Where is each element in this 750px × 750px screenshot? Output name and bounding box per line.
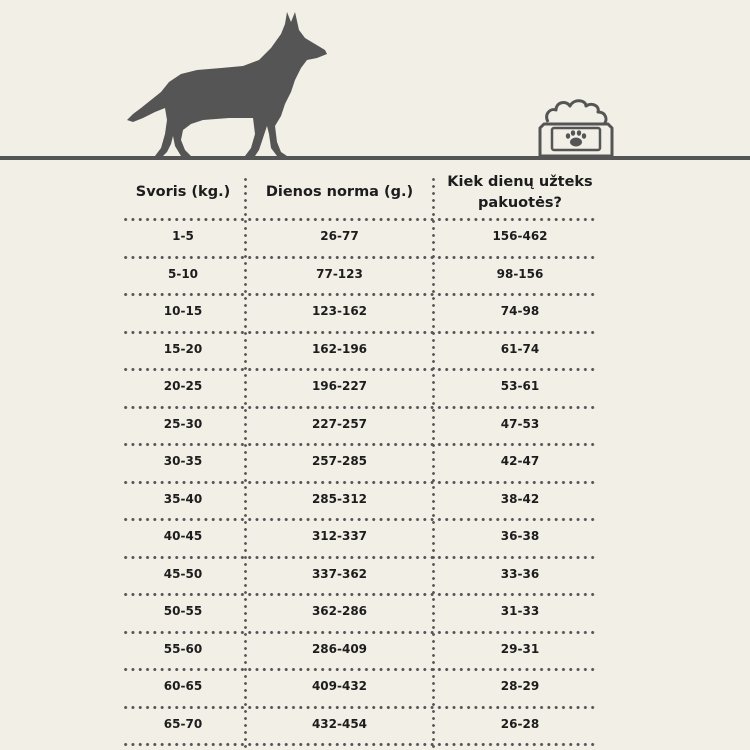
ground-line: [0, 156, 750, 160]
cell-weight: 30-35: [163, 454, 203, 468]
cell-weight: 5-10: [167, 267, 199, 281]
cell-days: 42-47: [500, 454, 540, 468]
cell-weight: 20-25: [163, 379, 203, 393]
row-divider: [122, 518, 596, 521]
cell-daily: 77-123: [316, 267, 363, 281]
cell-daily: 312-337: [311, 529, 368, 543]
cell-days: 53-61: [500, 379, 540, 393]
cell-days: 47-53: [500, 417, 540, 431]
cell-daily: 26-77: [320, 229, 359, 243]
row-divider: [122, 331, 596, 334]
row-divider: [122, 706, 596, 709]
cell-daily: 362-286: [311, 604, 368, 618]
row-divider: [122, 218, 596, 221]
cell-daily: 286-409: [311, 642, 368, 656]
cell-weight: 40-45: [163, 529, 203, 543]
cell-weight: 15-20: [163, 342, 203, 356]
cell-daily: 285-312: [311, 492, 368, 506]
cell-weight: 50-55: [163, 604, 203, 618]
cell-weight: 45-50: [163, 567, 203, 581]
cell-days: 156-462: [492, 229, 548, 243]
cell-daily: 409-432: [311, 679, 368, 693]
cell-daily: 162-196: [311, 342, 368, 356]
cell-days: 74-98: [500, 304, 540, 318]
cell-days: 26-28: [500, 717, 540, 731]
cell-weight: 25-30: [163, 417, 203, 431]
row-divider: [122, 293, 596, 296]
header-days: Kiek dienų užteks pakuotės?: [447, 174, 593, 211]
row-divider: [122, 593, 596, 596]
food-bowl-icon: [536, 98, 616, 158]
cell-daily: 196-227: [311, 379, 368, 393]
row-divider: [122, 406, 596, 409]
row-divider: [122, 256, 596, 259]
cell-daily: 337-362: [311, 567, 368, 581]
cell-days: 28-29: [500, 679, 540, 693]
cell-days: 29-31: [500, 642, 540, 656]
cell-days: 98-156: [496, 267, 544, 281]
cell-daily: 123-162: [311, 304, 368, 318]
cell-days: 36-38: [500, 529, 540, 543]
cell-daily: 257-285: [311, 454, 368, 468]
cell-weight: 55-60: [163, 642, 203, 656]
row-divider: [122, 631, 596, 634]
cell-days: 38-42: [500, 492, 540, 506]
row-divider: [122, 556, 596, 559]
cell-days: 31-33: [500, 604, 540, 618]
cell-daily: 432-454: [311, 717, 368, 731]
row-divider: [122, 368, 596, 371]
header-weight: Svoris (kg.): [135, 184, 231, 200]
cell-weight: 10-15: [163, 304, 203, 318]
cell-weight: 35-40: [163, 492, 203, 506]
cell-days: 33-36: [500, 567, 540, 581]
dog-silhouette-icon: [125, 8, 330, 158]
cell-days: 61-74: [500, 342, 540, 356]
row-divider: [122, 668, 596, 671]
cell-daily: 227-257: [311, 417, 368, 431]
header-daily-norm: Dienos norma (g.): [265, 184, 414, 200]
cell-weight: 65-70: [163, 717, 203, 731]
row-divider: [122, 481, 596, 484]
row-divider: [122, 743, 596, 746]
column-divider: [432, 176, 435, 750]
row-divider: [122, 443, 596, 446]
cell-weight: 60-65: [163, 679, 203, 693]
cell-weight: 1-5: [172, 229, 194, 243]
